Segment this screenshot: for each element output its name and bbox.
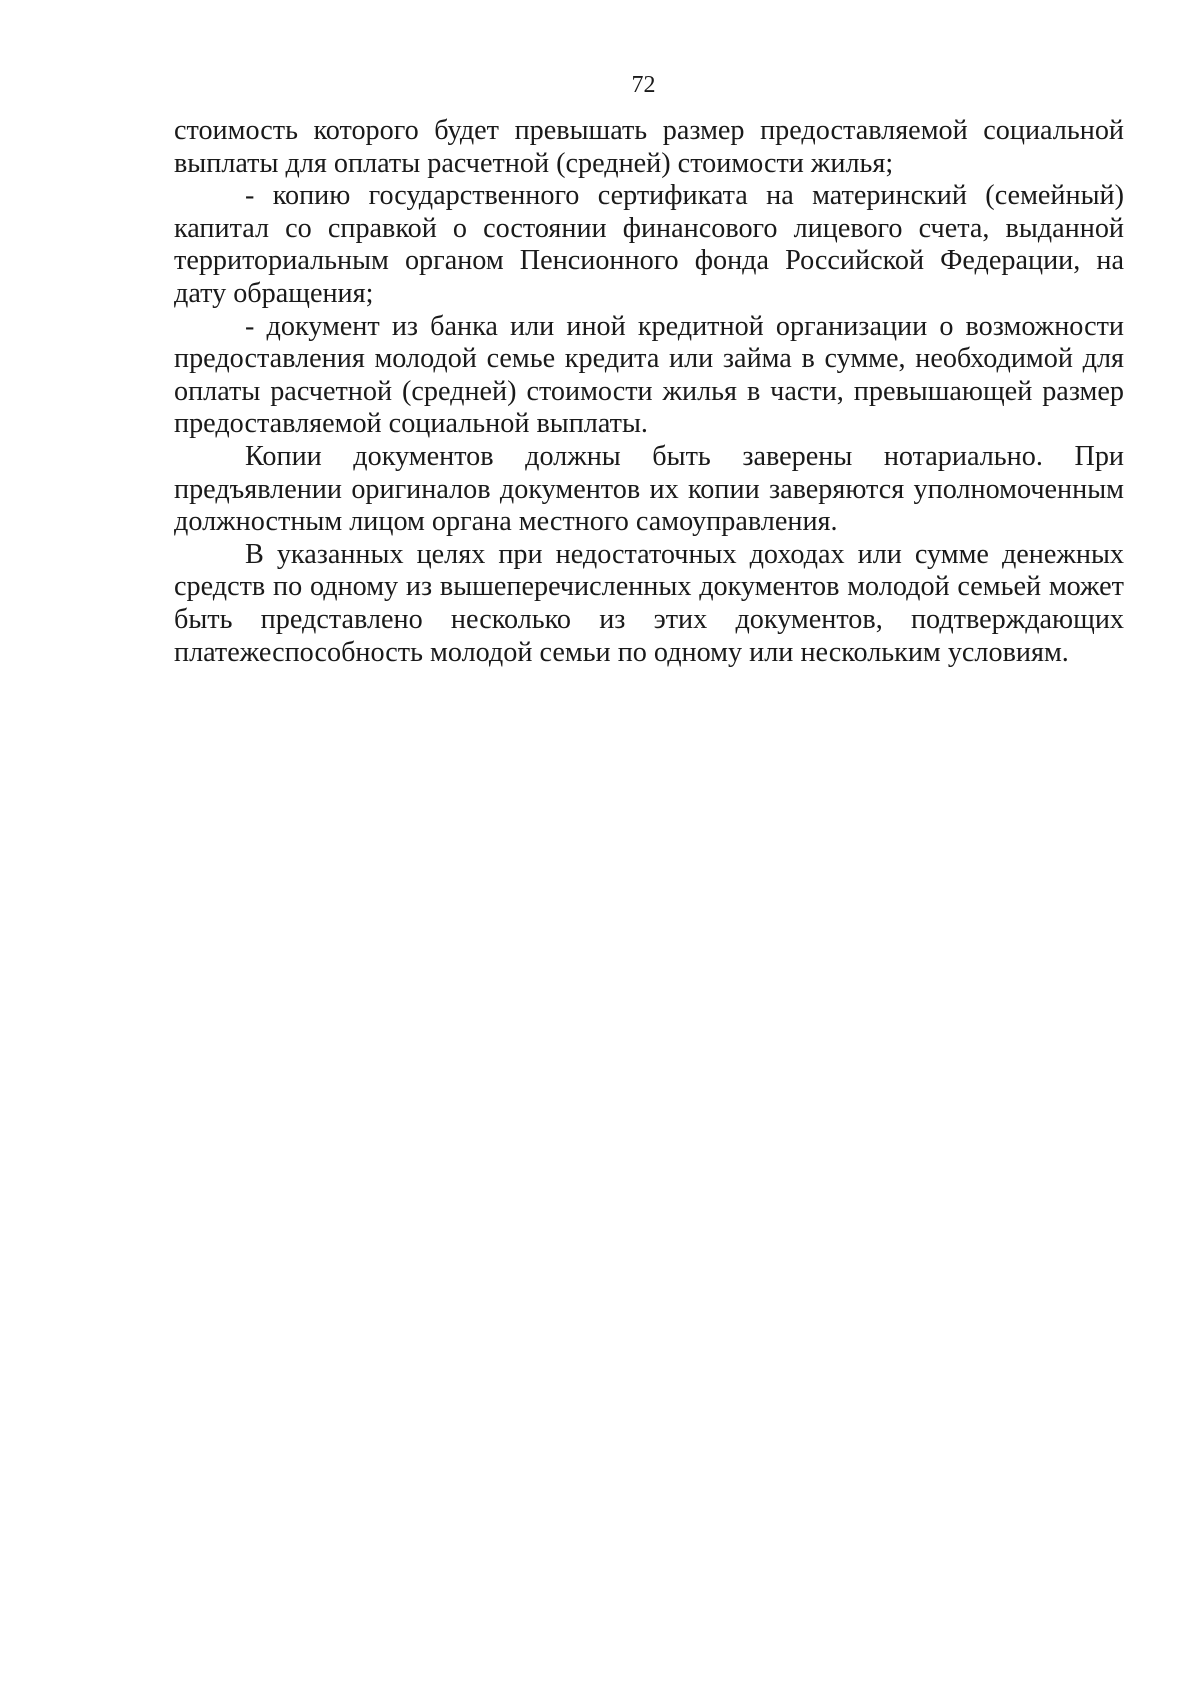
- page-number: 72: [631, 72, 656, 98]
- document-body: [174, 115, 1124, 669]
- paragraph-multiple-documents: В указанных целях при недостаточных доходах или сумме денежных средств по одному из вышеперечисленных документов молодой семьей может быть представлено несколько из этих документов, подтверждающих платежеспособность молодой семьи по одному или нескольким условиям.: [174, 538, 1124, 668]
- paragraph-continuation: стоимость которого будет превышать размер предоставляемой социальной выплаты для оплаты расчетной (средней) стоимости жилья;: [174, 115, 1124, 179]
- paragraph-certificate-item: - копию государственного сертификата на материнский (семейный) капитал со справкой о состоянии финансового лицевого счета, выданной территориальным органом Пенсионного фонда Российской Федерации, на дату обращения;: [174, 180, 1124, 309]
- paragraph-bank-document-item: - документ из банка или иной кредитной организации о возможности предоставления молодой семье кредита или займа в сумме, необходимой для оплаты расчетной (средней) стоимости жилья в части, превышающей размер предоставляемой социальной выплаты.: [174, 310, 1124, 440]
- paragraph-notarization: Копии документов должны быть заверены нотариально. При предъявлении оригиналов документов их копии заверяются уполномоченным должностным лицом органа местного самоуправления.: [174, 440, 1124, 538]
